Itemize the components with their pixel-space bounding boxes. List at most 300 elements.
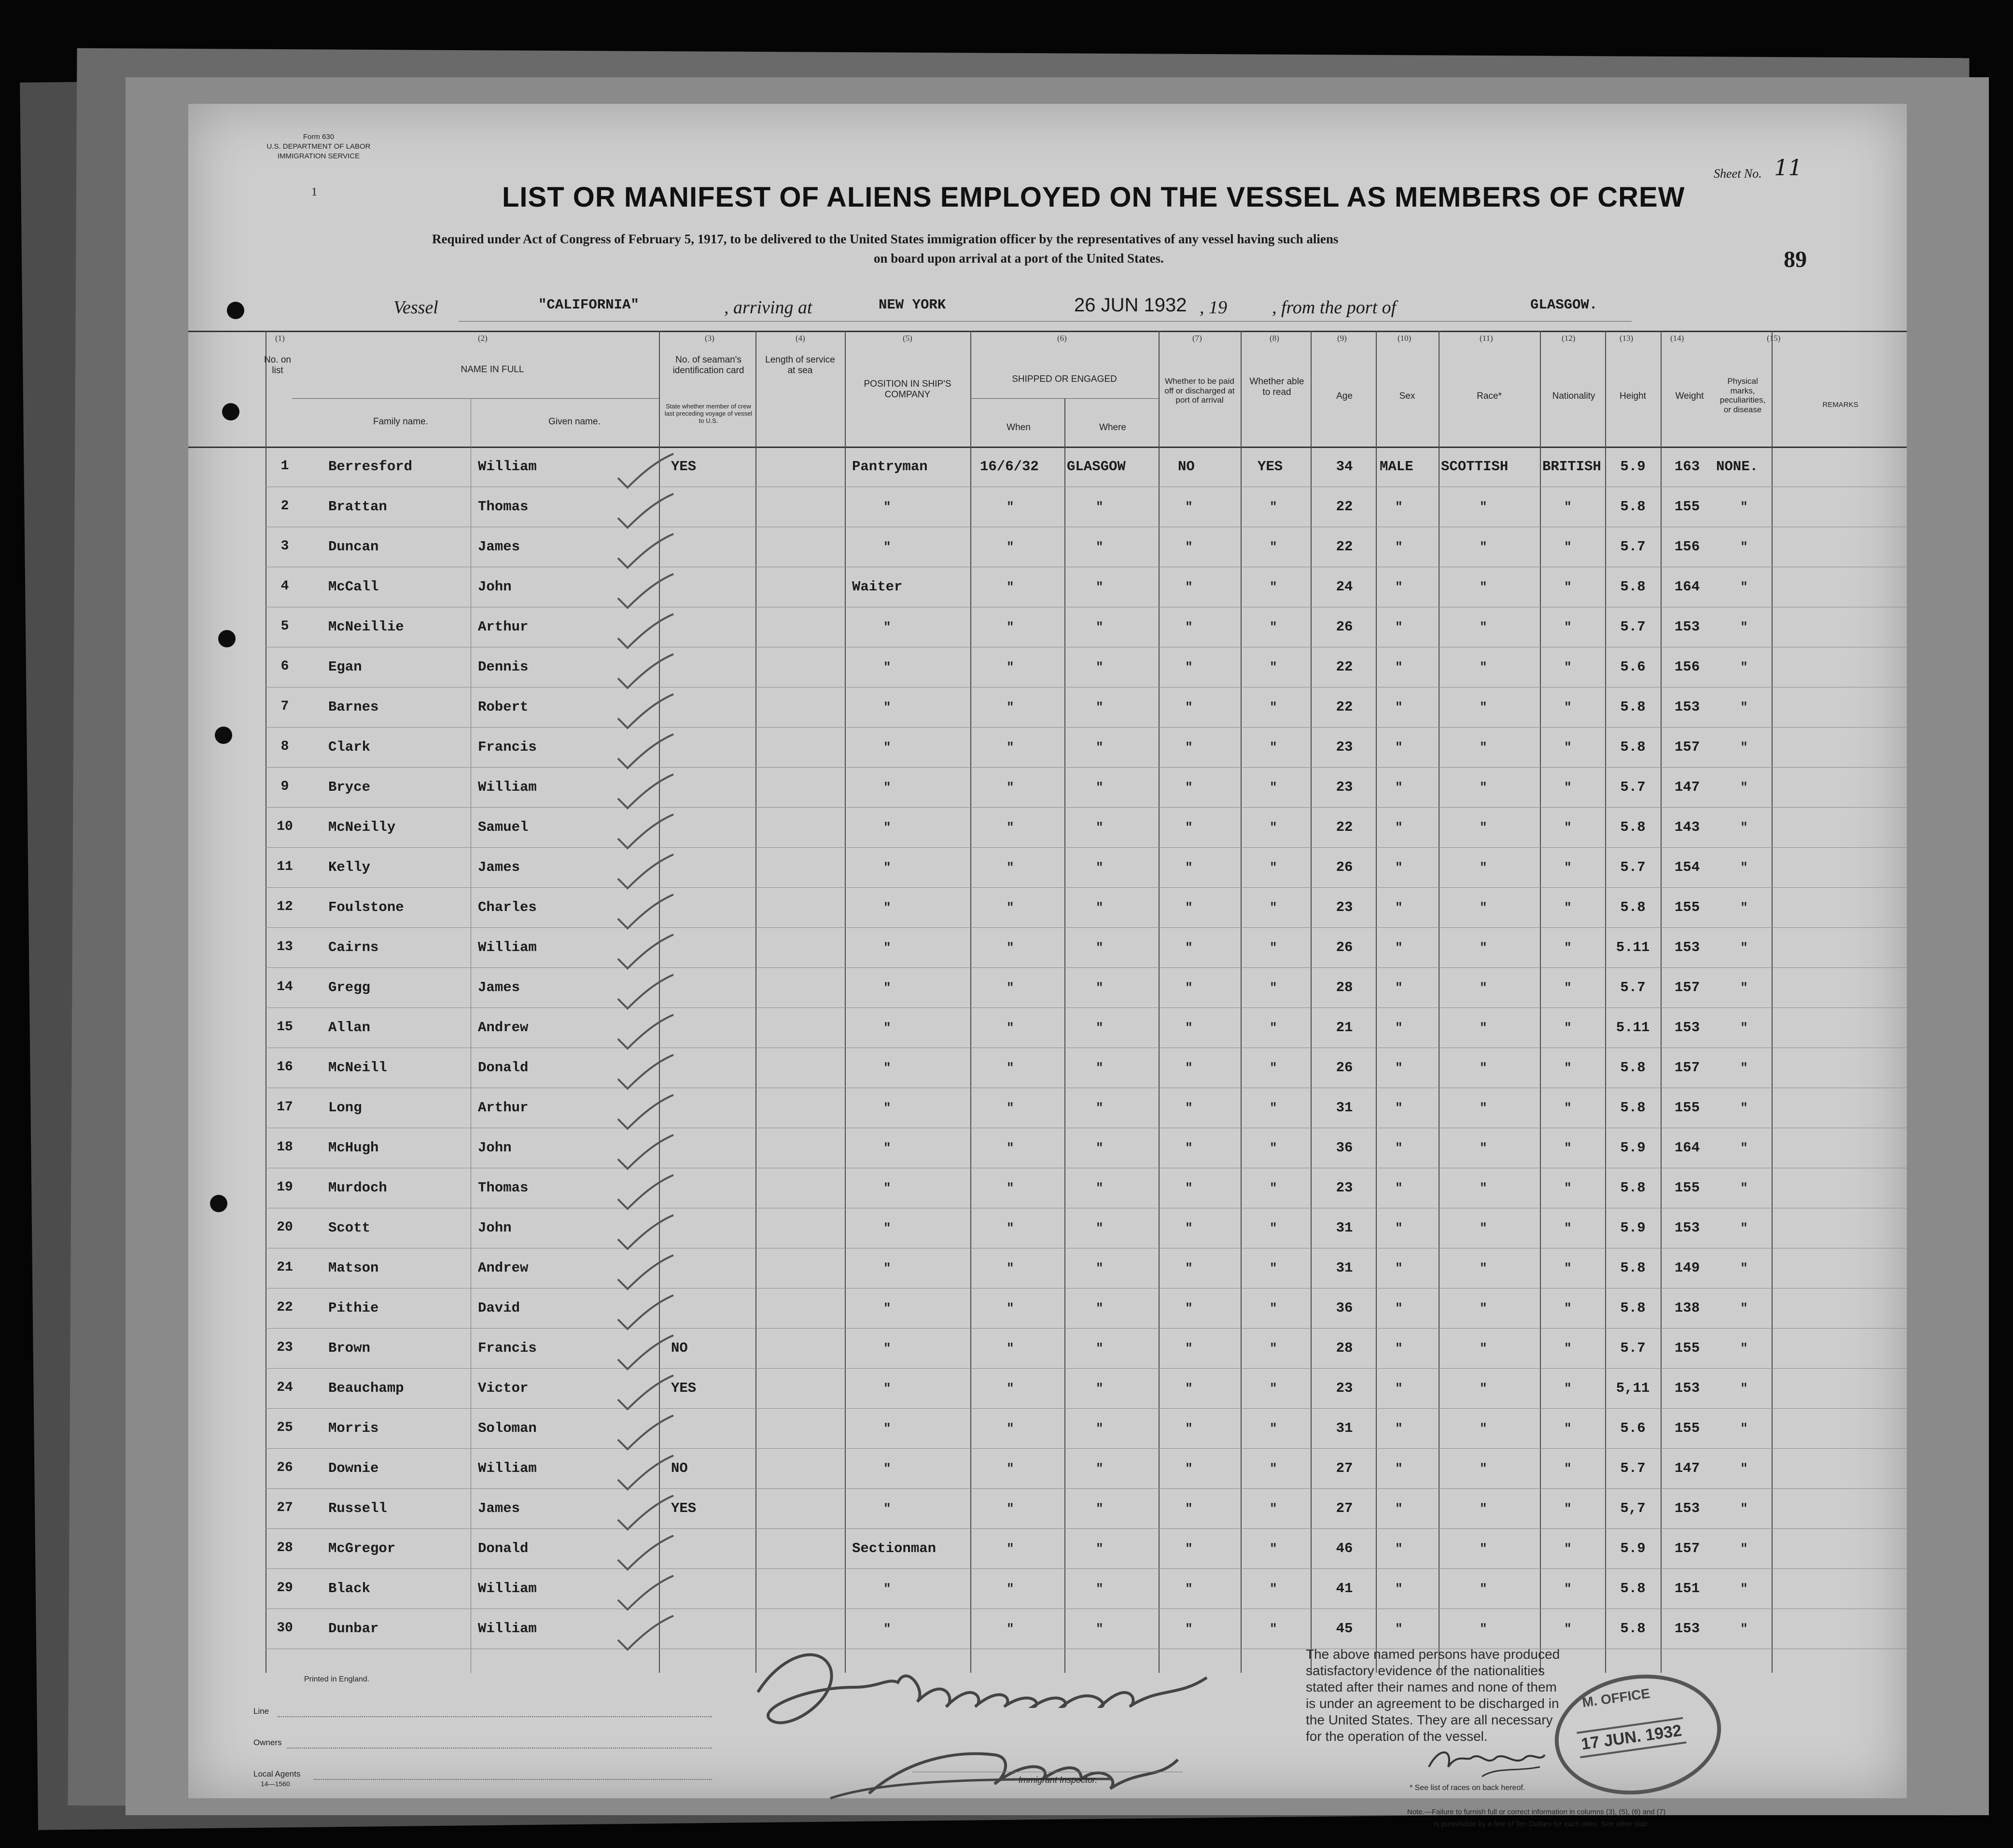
row-number: 22 [277, 1300, 293, 1315]
height: 5.8 [1620, 579, 1646, 595]
height: 5.7 [1620, 1460, 1646, 1476]
height: 5.8 [1620, 739, 1646, 755]
check-mark [613, 972, 676, 1016]
id-card-status: YES [671, 1500, 697, 1516]
ditto-mark: " [1270, 1582, 1277, 1596]
ditto-mark: " [1480, 1501, 1487, 1516]
ditto-mark: " [1006, 1221, 1014, 1235]
age: 27 [1336, 1460, 1353, 1476]
ditto-mark: " [1480, 1421, 1487, 1436]
age: 36 [1336, 1140, 1353, 1156]
ditto-mark: " [1185, 1261, 1193, 1275]
ditto-mark: " [1096, 1381, 1104, 1396]
ditto-mark: " [1395, 1421, 1403, 1436]
check-mark [613, 932, 676, 976]
weight: 153 [1674, 1500, 1700, 1516]
ditto-mark: " [1395, 1501, 1403, 1516]
header-id-card: No. of seaman's identification card [672, 355, 744, 376]
weight: 154 [1674, 859, 1700, 875]
column-number: (10) [1398, 334, 1412, 343]
height: 5.6 [1620, 1420, 1646, 1436]
arriving-port: NEW YORK [879, 297, 946, 313]
age: 31 [1336, 1220, 1353, 1236]
age: 36 [1336, 1300, 1353, 1316]
ditto-mark: " [1480, 740, 1487, 755]
height: 5.7 [1620, 1340, 1646, 1356]
subtitle-line-1: Required under Act of Congress of February 5, 1917, to be delivered to the United States immigration officer by the representatives of any vessel having such aliens [432, 232, 1339, 246]
height: 5.7 [1620, 619, 1646, 635]
height: 5.8 [1620, 1100, 1646, 1116]
header-length-service: Length of service at sea [765, 355, 835, 376]
table-row [188, 1220, 1907, 1260]
weight: 157 [1674, 1060, 1700, 1076]
weight: 153 [1674, 699, 1700, 715]
height: 5.7 [1620, 980, 1646, 995]
ditto-mark: " [1740, 1541, 1748, 1556]
ditto-mark: " [1740, 1341, 1748, 1356]
ditto-mark: " [1270, 1221, 1277, 1235]
ditto-mark: " [1096, 860, 1104, 875]
age: 23 [1336, 779, 1353, 795]
ditto-mark: " [1270, 620, 1277, 634]
header-when: When [1006, 422, 1031, 433]
check-mark [613, 652, 676, 695]
stamp-text: M. OFFICE [1581, 1685, 1651, 1710]
ditto-mark: " [1270, 1021, 1277, 1035]
ditto-mark: " [883, 1341, 891, 1356]
ditto-mark: " [1185, 1622, 1193, 1636]
age: 31 [1336, 1420, 1353, 1436]
certification-line-1: The above named persons have produced [1306, 1647, 1560, 1662]
shipped-when: 16/6/32 [980, 459, 1039, 475]
department-name: U.S. DEPARTMENT OF LABOR [266, 142, 371, 151]
sheet-no-value: 11 [1774, 154, 1803, 181]
name-subheader-rule [292, 398, 659, 399]
row-number: 23 [277, 1340, 293, 1355]
ditto-mark: " [1564, 1101, 1572, 1115]
height: 5.9 [1620, 1540, 1646, 1556]
check-mark [613, 451, 676, 495]
id-card-status: YES [671, 1380, 697, 1396]
ditto-mark: " [1740, 1582, 1748, 1596]
age: 22 [1336, 499, 1353, 515]
table-row [188, 459, 1907, 499]
ditto-mark: " [1395, 1381, 1403, 1396]
ditto-mark: " [1740, 1261, 1748, 1275]
ditto-mark: " [1480, 1061, 1487, 1075]
check-mark [613, 772, 676, 815]
ditto-mark: " [1480, 980, 1487, 995]
header-shipped: SHIPPED OR ENGAGED [1012, 374, 1117, 384]
weight: 155 [1674, 1100, 1700, 1116]
ditto-mark: " [883, 1061, 891, 1075]
table-top-border [188, 331, 1907, 332]
ditto-mark: " [1564, 580, 1572, 594]
ditto-mark: " [1185, 1181, 1193, 1195]
header-paid-off: Whether to be paid off or discharged at port of arrival [1164, 377, 1235, 405]
ditto-mark: " [883, 900, 891, 915]
family-name: McNeill [328, 1060, 387, 1076]
ditto-mark: " [1006, 820, 1014, 835]
check-mark [613, 1133, 676, 1176]
header-no-on-list: No. on list [264, 355, 291, 376]
ditto-mark: " [1185, 980, 1193, 995]
check-mark [613, 491, 676, 535]
crew-table [188, 331, 1907, 1673]
weight: 153 [1674, 1220, 1700, 1236]
ditto-mark: " [1270, 1341, 1277, 1356]
given-name: Francis [478, 1340, 537, 1356]
family-name: Berresford [328, 459, 413, 475]
certification-line-3: stated after their names and none of them [1306, 1680, 1557, 1694]
ditto-mark: " [1564, 1021, 1572, 1035]
family-name: Matson [328, 1260, 379, 1276]
ditto-mark: " [1564, 1181, 1572, 1195]
ditto-mark: " [1185, 1301, 1193, 1316]
ditto-mark: " [1270, 700, 1277, 714]
ditto-mark: " [1096, 1421, 1104, 1436]
id-card-status: NO [671, 1460, 688, 1476]
height: 5.8 [1620, 1060, 1646, 1076]
ditto-mark: " [1480, 580, 1487, 594]
ditto-mark: " [1564, 780, 1572, 795]
ditto-mark: " [1270, 660, 1277, 674]
position: Waiter [852, 579, 903, 595]
ditto-mark: " [1185, 620, 1193, 634]
ditto-mark: " [1395, 1582, 1403, 1596]
given-name: James [478, 980, 520, 995]
ditto-mark: " [1740, 1421, 1748, 1436]
table-row [188, 1340, 1907, 1380]
age: 41 [1336, 1581, 1353, 1596]
height: 5.9 [1620, 459, 1646, 475]
ditto-mark: " [1270, 1381, 1277, 1396]
ditto-mark: " [1270, 740, 1277, 755]
column-number: (15) [1767, 334, 1781, 343]
height: 5.11 [1616, 1020, 1650, 1036]
ditto-mark: " [1006, 620, 1014, 634]
ditto-mark: " [1270, 1301, 1277, 1316]
ditto-mark: " [1564, 1341, 1572, 1356]
family-name: Beauchamp [328, 1380, 404, 1396]
ditto-mark: " [1480, 1021, 1487, 1035]
inspector-label: Immigrant Inspector. [1019, 1775, 1098, 1785]
age: 27 [1336, 1500, 1353, 1516]
ditto-mark: " [1480, 820, 1487, 835]
ditto-mark: " [1185, 1341, 1193, 1356]
height: 5.9 [1620, 1140, 1646, 1156]
ditto-mark: " [883, 660, 891, 674]
from-port: GLASGOW. [1530, 297, 1598, 313]
table-row [188, 819, 1907, 859]
ditto-mark: " [1740, 1501, 1748, 1516]
height: 5,11 [1616, 1380, 1650, 1396]
family-name: Allan [328, 1020, 371, 1036]
subtitle-line-2: on board upon arrival at a port of the United States. [874, 251, 1164, 266]
age: 34 [1336, 459, 1353, 475]
table-row [188, 739, 1907, 779]
ditto-mark: " [1270, 1141, 1277, 1155]
stamp-date: 17 JUN. 1932 [1577, 1717, 1686, 1758]
ditto-mark: " [1096, 1541, 1104, 1556]
family-name: Bryce [328, 779, 371, 795]
ditto-mark: " [1006, 1381, 1014, 1396]
ditto-mark: " [1740, 820, 1748, 835]
ditto-mark: " [1564, 1301, 1572, 1316]
weight: 147 [1674, 1460, 1700, 1476]
family-name: Gregg [328, 980, 371, 995]
ditto-mark: " [1096, 1461, 1104, 1476]
age: 22 [1336, 699, 1353, 715]
family-name: Scott [328, 1220, 371, 1236]
ditto-mark: " [1185, 940, 1193, 955]
row-number: 28 [277, 1540, 293, 1555]
column-number: (5) [903, 334, 912, 343]
agents-label: Local Agents [253, 1769, 301, 1778]
penalty-note-2: is punishable by a fine of Ten Dollars for each alien. See other side. [1434, 1820, 1650, 1828]
age: 26 [1336, 1060, 1353, 1076]
ditto-mark: " [1564, 1261, 1572, 1275]
check-mark [613, 1613, 676, 1657]
table-row [188, 1380, 1907, 1420]
ditto-mark: " [1006, 1541, 1014, 1556]
row-number: 25 [277, 1420, 293, 1435]
ditto-mark: " [1185, 660, 1193, 674]
ditto-mark: " [1006, 1421, 1014, 1436]
weight: 155 [1674, 1340, 1700, 1356]
id-card-status: NO [671, 1340, 688, 1356]
row-number: 13 [277, 939, 293, 954]
ditto-mark: " [1270, 820, 1277, 835]
page-number: 89 [1784, 247, 1807, 272]
family-name: Dunbar [328, 1621, 379, 1637]
shipped-subheader-rule [970, 398, 1159, 399]
ditto-mark: " [1564, 980, 1572, 995]
table-row [188, 1460, 1907, 1500]
row-number: 18 [277, 1140, 293, 1155]
weight: 149 [1674, 1260, 1700, 1276]
ditto-mark: " [1270, 500, 1277, 514]
ditto-mark: " [1395, 1021, 1403, 1035]
ditto-mark: " [1480, 780, 1487, 795]
header-physical: Physical marks, peculiarities, or disease [1719, 377, 1766, 414]
ditto-mark: " [1740, 1181, 1748, 1195]
races-note: * See list of races on back hereof. [1410, 1784, 1525, 1792]
column-number: (8) [1270, 334, 1279, 343]
family-name: McHugh [328, 1140, 379, 1156]
ditto-mark: " [1185, 1582, 1193, 1596]
nationality: BRITISH [1542, 459, 1601, 475]
year-label: , 19 [1200, 297, 1227, 318]
check-mark [613, 892, 676, 936]
ditto-mark: " [1740, 660, 1748, 674]
check-mark [613, 612, 676, 655]
height: 5.7 [1620, 539, 1646, 555]
weight: 147 [1674, 779, 1700, 795]
check-mark [613, 1333, 676, 1376]
ditto-mark: " [1270, 1101, 1277, 1115]
vessel-underline [459, 321, 1632, 322]
row-number: 21 [277, 1260, 293, 1275]
given-name: James [478, 539, 520, 555]
height: 5.7 [1620, 779, 1646, 795]
ditto-mark: " [1096, 1301, 1104, 1316]
ditto-mark: " [1740, 900, 1748, 915]
ditto-mark: " [1740, 1021, 1748, 1035]
row-number: 15 [277, 1020, 293, 1035]
row-number: 7 [280, 699, 289, 714]
family-name: Brattan [328, 499, 387, 515]
ditto-mark: " [1096, 740, 1104, 755]
ditto-mark: " [1564, 500, 1572, 514]
ditto-mark: " [1740, 500, 1748, 514]
sex: MALE [1380, 459, 1413, 475]
ditto-mark: " [1006, 980, 1014, 995]
column-number: (13) [1620, 334, 1634, 343]
ditto-mark: " [883, 820, 891, 835]
able-to-read: YES [1258, 459, 1283, 475]
check-mark [613, 812, 676, 855]
ditto-mark: " [1006, 940, 1014, 955]
header-nationality: Nationality [1552, 391, 1595, 401]
check-mark [613, 1573, 676, 1617]
arrival-date-stamp: 26 JUN 1932 [1074, 294, 1187, 316]
weight: 164 [1674, 1140, 1700, 1156]
ditto-mark: " [1096, 940, 1104, 955]
ditto-mark: " [1480, 940, 1487, 955]
ditto-mark: " [1740, 1461, 1748, 1476]
ditto-mark: " [1564, 700, 1572, 714]
column-number: (1) [275, 334, 285, 343]
ditto-mark: " [1006, 1341, 1014, 1356]
ditto-mark: " [1564, 900, 1572, 915]
ditto-mark: " [1270, 860, 1277, 875]
family-name: Pithie [328, 1300, 379, 1316]
crew-rows [188, 449, 1907, 1673]
ditto-mark: " [1480, 1101, 1487, 1115]
ditto-mark: " [883, 1582, 891, 1596]
ditto-mark: " [1395, 540, 1403, 554]
given-name: Soloman [478, 1420, 537, 1436]
weight: 143 [1674, 819, 1700, 835]
check-mark [613, 1253, 676, 1296]
ditto-mark: " [1480, 1541, 1487, 1556]
given-name: Donald [478, 1060, 529, 1076]
ditto-mark: " [1480, 660, 1487, 674]
weight: 138 [1674, 1300, 1700, 1316]
certification-line-5: the United States. They are all necessary [1306, 1712, 1553, 1727]
family-name: McCall [328, 579, 379, 595]
family-name: Downie [328, 1460, 379, 1476]
ditto-mark: " [1185, 820, 1193, 835]
owners-label: Owners [253, 1738, 282, 1747]
ditto-mark: " [1564, 660, 1572, 674]
given-name: David [478, 1300, 520, 1316]
ditto-mark: " [1006, 700, 1014, 714]
height: 5.9 [1620, 1220, 1646, 1236]
ditto-mark: " [883, 940, 891, 955]
row-number: 4 [280, 579, 289, 594]
ditto-mark: " [1096, 700, 1104, 714]
column-number: (7) [1192, 334, 1202, 343]
agents-code: 14—1560 [261, 1780, 290, 1788]
race: SCOTTISH [1441, 459, 1509, 475]
ditto-mark: " [1395, 900, 1403, 915]
header-age: Age [1336, 391, 1353, 401]
height: 5.8 [1620, 1260, 1646, 1276]
ditto-mark: " [1395, 580, 1403, 594]
ditto-mark: " [1096, 580, 1104, 594]
family-name: Black [328, 1581, 371, 1596]
ditto-mark: " [1270, 540, 1277, 554]
table-row [188, 980, 1907, 1020]
check-mark [613, 1293, 676, 1336]
ditto-mark: " [1395, 500, 1403, 514]
ditto-mark: " [1395, 1181, 1403, 1195]
ditto-mark: " [1480, 1582, 1487, 1596]
paid-off: NO [1178, 459, 1195, 475]
table-row [188, 699, 1907, 739]
ditto-mark: " [1395, 700, 1403, 714]
office-stamp [1547, 1664, 1729, 1805]
ditto-mark: " [1564, 620, 1572, 634]
check-mark [613, 1213, 676, 1256]
age: 31 [1336, 1260, 1353, 1276]
ditto-mark: " [1740, 980, 1748, 995]
ditto-mark: " [1740, 540, 1748, 554]
ditto-mark: " [1096, 1501, 1104, 1516]
age: 23 [1336, 1180, 1353, 1196]
ditto-mark: " [1006, 660, 1014, 674]
given-name: John [478, 1140, 512, 1156]
ditto-mark: " [1480, 1261, 1487, 1275]
check-mark [613, 692, 676, 735]
header-family-name: Family name. [373, 417, 429, 427]
ditto-mark: " [1395, 1141, 1403, 1155]
ditto-mark: " [1480, 1301, 1487, 1316]
given-name: William [478, 939, 537, 955]
ditto-mark: " [1185, 1061, 1193, 1075]
ditto-mark: " [1006, 500, 1014, 514]
family-name: Murdoch [328, 1180, 387, 1196]
ditto-mark: " [1006, 540, 1014, 554]
weight: 156 [1674, 659, 1700, 675]
given-name: James [478, 859, 520, 875]
ditto-mark: " [1740, 1221, 1748, 1235]
table-header-border [188, 447, 1907, 448]
check-mark [613, 572, 676, 615]
ditto-mark: " [1480, 900, 1487, 915]
ditto-mark: " [1395, 1341, 1403, 1356]
ditto-mark: " [883, 1141, 891, 1155]
ditto-mark: " [1270, 1421, 1277, 1436]
column-number: (2) [478, 334, 488, 343]
officer-signature [1424, 1738, 1550, 1781]
ditto-mark: " [883, 700, 891, 714]
ditto-mark: " [1740, 740, 1748, 755]
ditto-mark: " [1185, 860, 1193, 875]
age: 22 [1336, 539, 1353, 555]
ditto-mark: " [883, 1181, 891, 1195]
family-name: Morris [328, 1420, 379, 1436]
family-name: Russell [328, 1500, 387, 1516]
ditto-mark: " [1740, 1101, 1748, 1115]
ditto-mark: " [1006, 860, 1014, 875]
ditto-mark: " [1395, 740, 1403, 755]
ditto-mark: " [1185, 580, 1193, 594]
ditto-mark: " [1270, 980, 1277, 995]
table-row [188, 579, 1907, 619]
